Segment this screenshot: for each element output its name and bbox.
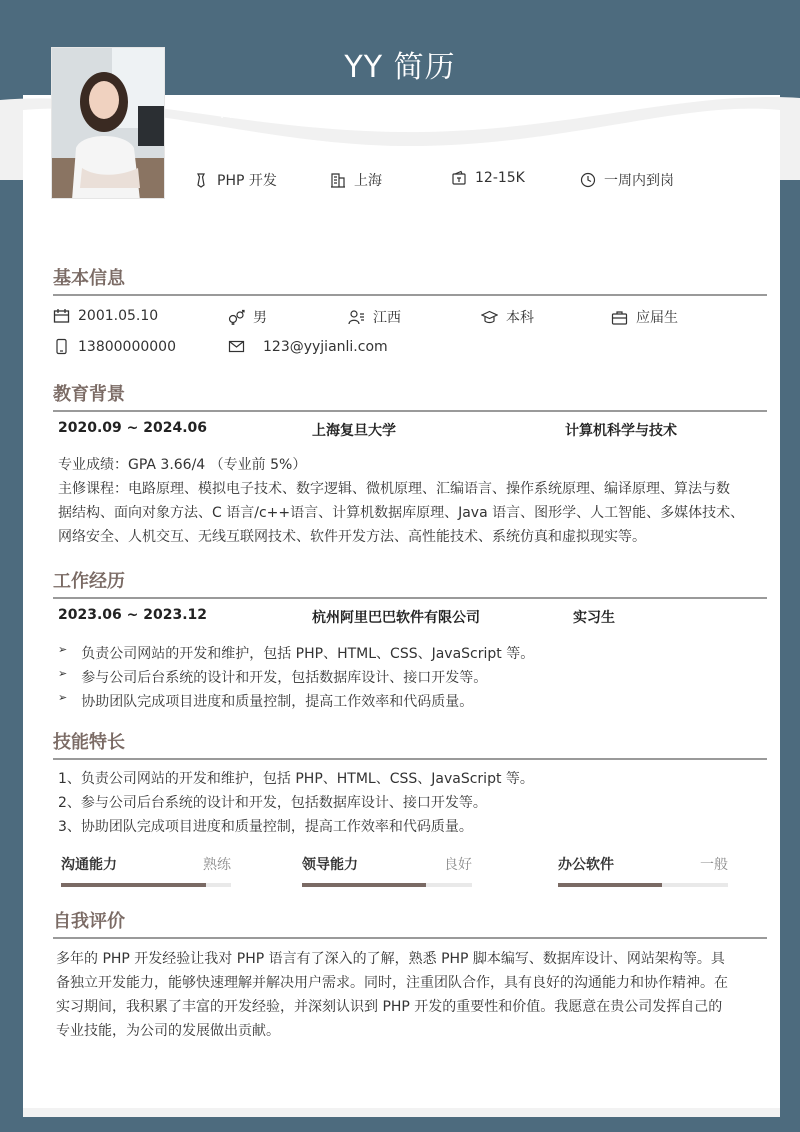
edu-major: 计算机科学与技术 [565, 423, 677, 439]
info-status [611, 307, 678, 327]
info-birth-value: 2001.05.10 [78, 307, 159, 324]
skill-item: 3、协助团队完成项目进度和质量控制，提高工作效率和代码质量。 [58, 819, 473, 835]
evaluation-line-1: 多年的 PHP 开发经验让我对 PHP 语言有了深入的了解，熟悉 PHP 脚本编写、数据库设计、网站架构等。具 [56, 951, 725, 967]
arrow-bullet-icon: ➢ [58, 691, 68, 704]
skill-item: 2、参与公司后台系统的设计和开发，包括数据库设计、接口开发等。 [58, 795, 487, 811]
section-title: 教育背景 [53, 380, 767, 412]
resume-subtitle: YY 简历（yyjianli.com），精品个人简历模板设计与制作。 [217, 106, 583, 122]
info-gender [228, 307, 267, 327]
section-title: 技能特长 [53, 728, 767, 760]
graduation-cap-icon [481, 309, 498, 326]
work-role: 实习生 [573, 610, 615, 626]
edu-courses-line-2: 据结构、面向对象方法、C 语言/c++语言、计算机数据库原理、Java 语言、图形学、人工智能、多媒体技术、 [58, 505, 745, 521]
section-work [53, 567, 767, 599]
phone-icon [53, 338, 70, 355]
info-hometown-value: 江西 [373, 310, 401, 326]
bottom-strip [23, 1108, 780, 1117]
arrow-bullet-icon: ➢ [58, 643, 68, 656]
work-item [58, 667, 487, 687]
section-education [53, 380, 767, 412]
clock-icon [580, 172, 596, 188]
tie-icon [193, 172, 209, 188]
intent-arrival-text: 一周内到岗 [604, 173, 674, 189]
skill-bar-label: 领导能力 [302, 857, 358, 873]
wallet-icon [451, 170, 467, 186]
section-skills [53, 728, 767, 760]
intent-city-text: 上海 [354, 173, 382, 189]
section-evaluation [53, 907, 767, 939]
edu-gpa: 专业成绩：GPA 3.66/4 （专业前 5%） [58, 457, 307, 473]
briefcase-icon [611, 309, 628, 326]
intent-salary-text: 12-15K [475, 170, 525, 186]
info-gender-value: 男 [253, 310, 267, 326]
building-icon [330, 172, 346, 188]
evaluation-line-2: 备独立开发能力，能够快速理解并解决用户需求。同时，注重团队合作，具有良好的沟通能力和协作精神。在 [56, 975, 728, 991]
skill-bar-level: 熟练 [203, 857, 231, 873]
work-item-text: 负责公司网站的开发和维护，包括 PHP、HTML、CSS、JavaScript 等。 [81, 646, 535, 662]
info-phone [53, 338, 176, 355]
section-basic-info [53, 264, 767, 296]
calendar-icon [53, 307, 70, 324]
mail-icon [228, 338, 245, 355]
resume-title: YY 简历 [344, 50, 456, 85]
intent-city [330, 170, 382, 190]
info-status-value: 应届生 [636, 310, 678, 326]
skill-item: 1、负责公司网站的开发和维护，包括 PHP、HTML、CSS、JavaScript 等。 [58, 771, 534, 787]
info-email [228, 338, 388, 355]
edu-courses-line-3: 网络安全、人机交互、无线互联网技术、软件开发方法、高性能技术、系统仿真和虚拟现实等。 [58, 529, 646, 545]
evaluation-line-3: 实习期间，我积累了丰富的开发经验，并深刻认识到 PHP 开发的重要性和价值。我愿意在贵公司发挥自己的 [56, 999, 723, 1015]
skill-bar-track [61, 883, 231, 887]
work-item [58, 691, 473, 711]
section-title: 自我评价 [53, 907, 767, 939]
section-title: 工作经历 [53, 567, 767, 599]
work-item-text: 协助团队完成项目进度和质量控制，提高工作效率和代码质量。 [81, 694, 474, 710]
edu-school: 上海复旦大学 [312, 423, 396, 439]
skill-bar-fill [61, 883, 206, 887]
skill-bar-level: 良好 [444, 857, 472, 873]
info-birth [53, 307, 158, 324]
info-degree-value: 本科 [506, 310, 534, 326]
skill-bar-level: 一般 [700, 857, 728, 873]
info-email-value: 123@yyjianli.com [263, 338, 388, 355]
arrow-bullet-icon: ➢ [58, 667, 68, 680]
skill-bar-fill [558, 883, 662, 887]
skill-bar-fill [302, 883, 426, 887]
intent-arrival [580, 170, 674, 190]
intent-position-text: PHP 开发 [217, 173, 277, 189]
edu-period: 2020.09 ~ 2024.06 [58, 420, 208, 436]
section-title: 基本信息 [53, 264, 767, 296]
gender-icon [228, 309, 245, 326]
evaluation-line-4: 专业技能，为公司的发展做出贡献。 [56, 1023, 280, 1039]
work-period: 2023.06 ~ 2023.12 [58, 607, 208, 623]
edu-courses-line-1: 主修课程：电路原理、模拟电子技术、数字逻辑、微机原理、汇编语言、操作系统原理、编译原理、算法与数 [58, 481, 730, 497]
skill-bar-track [302, 883, 472, 887]
work-item [58, 643, 534, 663]
skill-bar-track [558, 883, 728, 887]
intent-salary [451, 170, 525, 186]
info-phone-value: 13800000000 [78, 338, 176, 355]
info-hometown [348, 307, 401, 327]
skill-bar-label: 沟通能力 [61, 857, 117, 873]
skill-bar-label: 办公软件 [558, 857, 614, 873]
work-company: 杭州阿里巴巴软件有限公司 [312, 610, 480, 626]
info-degree [481, 307, 534, 327]
intent-position [193, 170, 277, 190]
work-item-text: 参与公司后台系统的设计和开发，包括数据库设计、接口开发等。 [81, 670, 488, 686]
person-icon [348, 309, 365, 326]
